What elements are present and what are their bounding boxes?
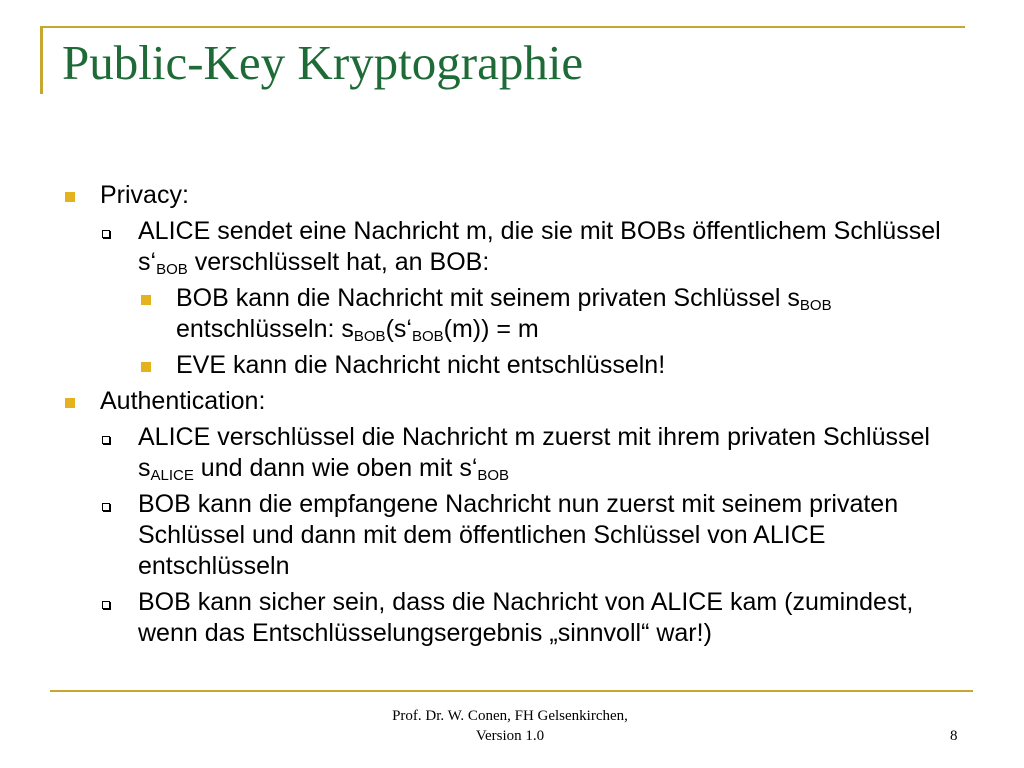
square-bullet-icon bbox=[141, 362, 151, 372]
bob-decrypts-auth-text: BOB kann die empfangene Nachricht nun zuerst mit seinem privaten Schlüssel und dann mit dem öffentlichen Schlüssel von ALICE entschlüsseln bbox=[138, 490, 899, 580]
footer-credit bbox=[330, 706, 690, 746]
alice-encrypts-text-2: und dann wie oben mit s‘ bbox=[193, 454, 478, 482]
square-bullet-icon bbox=[65, 398, 75, 408]
alice-encrypts-sub-bob: BOB bbox=[477, 467, 510, 484]
footer-line-2: Version 1.0 bbox=[475, 728, 545, 744]
alice-encrypts-sub-alice: ALICE bbox=[150, 467, 194, 484]
page-number: 8 bbox=[950, 728, 958, 744]
authentication-heading: Authentication: bbox=[100, 387, 266, 415]
privacy-heading: Privacy: bbox=[100, 181, 189, 209]
square-bullet-icon bbox=[141, 295, 151, 305]
footer-line-1: Prof. Dr. W. Conen, FH Gelsenkirchen, bbox=[392, 708, 628, 724]
bullet-privacy bbox=[62, 180, 962, 211]
slide-title: Public-Key Kryptographie bbox=[62, 35, 584, 90]
alice-sends-sub-bob: BOB bbox=[156, 261, 188, 278]
hollow-square-bullet-icon bbox=[102, 601, 110, 609]
hollow-square-bullet-icon bbox=[102, 230, 110, 238]
bullet-bob-decrypts bbox=[138, 283, 962, 345]
bob-decrypts-text-4: (m)) = m bbox=[443, 315, 539, 343]
slide-content bbox=[62, 180, 962, 654]
bob-sure-text: BOB kann sicher sein, dass die Nachricht von ALICE kam (zumindest, wenn das Entschlüsselungsergebnis „sinnvoll“ war!) bbox=[138, 588, 914, 647]
title-accent-line-top bbox=[40, 26, 965, 28]
bullet-bob-sure bbox=[100, 587, 962, 649]
bob-decrypts-sub-1: BOB bbox=[799, 297, 832, 314]
alice-encrypts-text-1: ALICE verschlüssel die Nachricht m zuerst mit ihrem privaten Schlüssel s bbox=[138, 423, 930, 482]
alice-sends-text-2: verschlüsselt hat, an BOB: bbox=[187, 248, 490, 276]
square-bullet-icon bbox=[65, 192, 75, 202]
bullet-authentication bbox=[62, 386, 962, 417]
hollow-square-bullet-icon bbox=[102, 436, 110, 444]
bullet-eve bbox=[138, 350, 962, 381]
bob-decrypts-sub-2: BOB bbox=[353, 328, 386, 345]
bullet-bob-decrypts-auth bbox=[100, 489, 962, 582]
bob-decrypts-text-2: entschlüsseln: s bbox=[176, 315, 354, 343]
bob-decrypts-sub-3: BOB bbox=[411, 328, 444, 345]
footer-divider bbox=[50, 690, 973, 692]
alice-sends-text-1: ALICE sendet eine Nachricht m, die sie mit BOBs öffentlichem Schlüssel s‘ bbox=[138, 217, 941, 276]
bullet-alice-sends bbox=[100, 216, 962, 278]
bob-decrypts-text-3: (s‘ bbox=[385, 315, 412, 343]
hollow-square-bullet-icon bbox=[102, 503, 110, 511]
eve-text: EVE kann die Nachricht nicht entschlüsseln! bbox=[176, 351, 666, 379]
bob-decrypts-text-1: BOB kann die Nachricht mit seinem privaten Schlüssel s bbox=[176, 284, 800, 312]
bullet-alice-encrypts bbox=[100, 422, 962, 484]
title-accent-line-left bbox=[40, 26, 43, 94]
